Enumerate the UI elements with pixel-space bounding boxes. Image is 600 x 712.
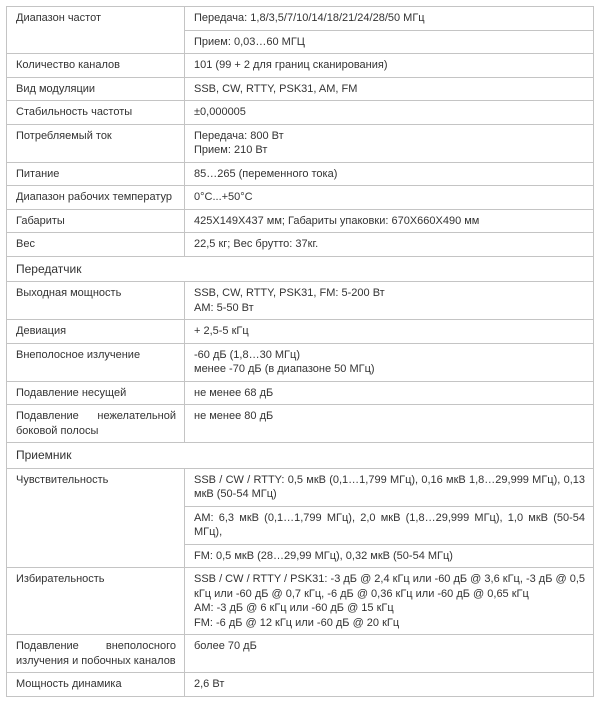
row-value: 0°C...+50°C xyxy=(185,186,594,210)
value-line: менее -70 дБ (в диапазоне 50 МГц) xyxy=(194,363,375,375)
row-value: 85…265 (переменного тока) xyxy=(185,162,594,186)
section-row xyxy=(7,256,594,282)
row-value: не менее 68 дБ xyxy=(185,381,594,405)
row-label: Избирательность xyxy=(7,568,185,635)
value-line: Прием: 210 Вт xyxy=(194,144,268,156)
value-line: AM: -3 дБ @ 6 кГц или -60 дБ @ 15 кГц xyxy=(194,602,394,614)
row-label: Выходная мощность xyxy=(7,282,185,320)
value-line: FM: -6 дБ @ 12 кГц или -60 дБ @ 20 кГц xyxy=(194,616,400,629)
row-label: Количество каналов xyxy=(7,54,185,78)
row-value: 101 (99 + 2 для границ сканирования) xyxy=(185,54,594,78)
row-label: Диапазон частот xyxy=(7,7,185,54)
table-row xyxy=(7,124,594,162)
row-value: 2,6 Вт xyxy=(185,673,594,697)
value-line: SSB, CW, RTTY, PSK31, FM: 5-200 Вт xyxy=(194,287,385,299)
row-label: Девиация xyxy=(7,320,185,344)
table-row xyxy=(7,568,594,635)
value-line: AM: 5-50 Вт xyxy=(194,301,254,314)
row-value: Прием: 0,03…60 МГЦ xyxy=(185,30,594,54)
row-value: более 70 дБ xyxy=(185,635,594,673)
row-label: Подавление несущей xyxy=(7,381,185,405)
row-label: Чувствительность xyxy=(7,468,185,568)
section-heading-transmitter: Передатчик xyxy=(7,256,594,282)
table-row xyxy=(7,101,594,125)
row-label: Стабильность частоты xyxy=(7,101,185,125)
row-label: Подавление внеполосного излучения и побочных каналов xyxy=(7,635,185,673)
value-line: Передача: 800 Вт xyxy=(194,129,284,142)
table-row xyxy=(7,468,594,506)
row-label: Мощность динамика xyxy=(7,673,185,697)
row-value: + 2,5-5 кГц xyxy=(185,320,594,344)
row-value: SSB / CW / RTTY: 0,5 мкВ (0,1…1,799 МГц), 0,16 мкВ 1,8…29,999 МГц), 0,13 мкВ (50-54 МГц) xyxy=(185,468,594,506)
row-label: Питание xyxy=(7,162,185,186)
table-row xyxy=(7,233,594,257)
row-value xyxy=(185,568,594,635)
row-label: Потребляемый ток xyxy=(7,124,185,162)
table-row xyxy=(7,673,594,697)
table-row xyxy=(7,54,594,78)
row-label: Подавление нежелательной боковой полосы xyxy=(7,405,185,443)
row-value: 425X149X437 мм; Габариты упаковки: 670X660X490 мм xyxy=(185,209,594,233)
row-value xyxy=(185,124,594,162)
value-line: SSB / CW / RTTY / PSK31: -3 дБ @ 2,4 кГц или -60 дБ @ 3,6 кГц, -3 дБ @ 0,5 кГц или -60 дБ @ 0,7 кГц, -6 дБ @ 0,36 кГц или -60 дБ @ 0,65 кГц xyxy=(194,573,585,600)
row-value: FM: 0,5 мкВ (28…29,99 МГц), 0,32 мкВ (50-54 МГц) xyxy=(185,544,594,568)
row-label: Вес xyxy=(7,233,185,257)
section-heading-receiver: Приемник xyxy=(7,443,594,469)
row-label: Внеполосное излучение xyxy=(7,343,185,381)
row-value: 22,5 кг; Вес брутто: 37кг. xyxy=(185,233,594,257)
row-label: Габариты xyxy=(7,209,185,233)
row-value: не менее 80 дБ xyxy=(185,405,594,443)
table-row xyxy=(7,209,594,233)
table-row xyxy=(7,320,594,344)
table-row xyxy=(7,405,594,443)
row-value: Передача: 1,8/3,5/7/10/14/18/21/24/28/50 МГц xyxy=(185,7,594,31)
specifications-table xyxy=(6,6,594,697)
row-value: ±0,000005 xyxy=(185,101,594,125)
table-row xyxy=(7,162,594,186)
table-row xyxy=(7,186,594,210)
section-row xyxy=(7,443,594,469)
value-line: -60 дБ (1,8…30 МГц) xyxy=(194,348,300,361)
row-label: Вид модуляции xyxy=(7,77,185,101)
table-row xyxy=(7,343,594,381)
table-row xyxy=(7,282,594,320)
table-row xyxy=(7,381,594,405)
table-row xyxy=(7,77,594,101)
row-label: Диапазон рабочих температур xyxy=(7,186,185,210)
row-value: AM: 6,3 мкВ (0,1…1,799 МГц), 2,0 мкВ (1,8…29,999 МГц), 1,0 мкВ (50-54 МГц), xyxy=(185,506,594,544)
table-row xyxy=(7,635,594,673)
table-row xyxy=(7,7,594,31)
row-value xyxy=(185,343,594,381)
row-value xyxy=(185,282,594,320)
row-value: SSB, CW, RTTY, PSK31, AM, FM xyxy=(185,77,594,101)
